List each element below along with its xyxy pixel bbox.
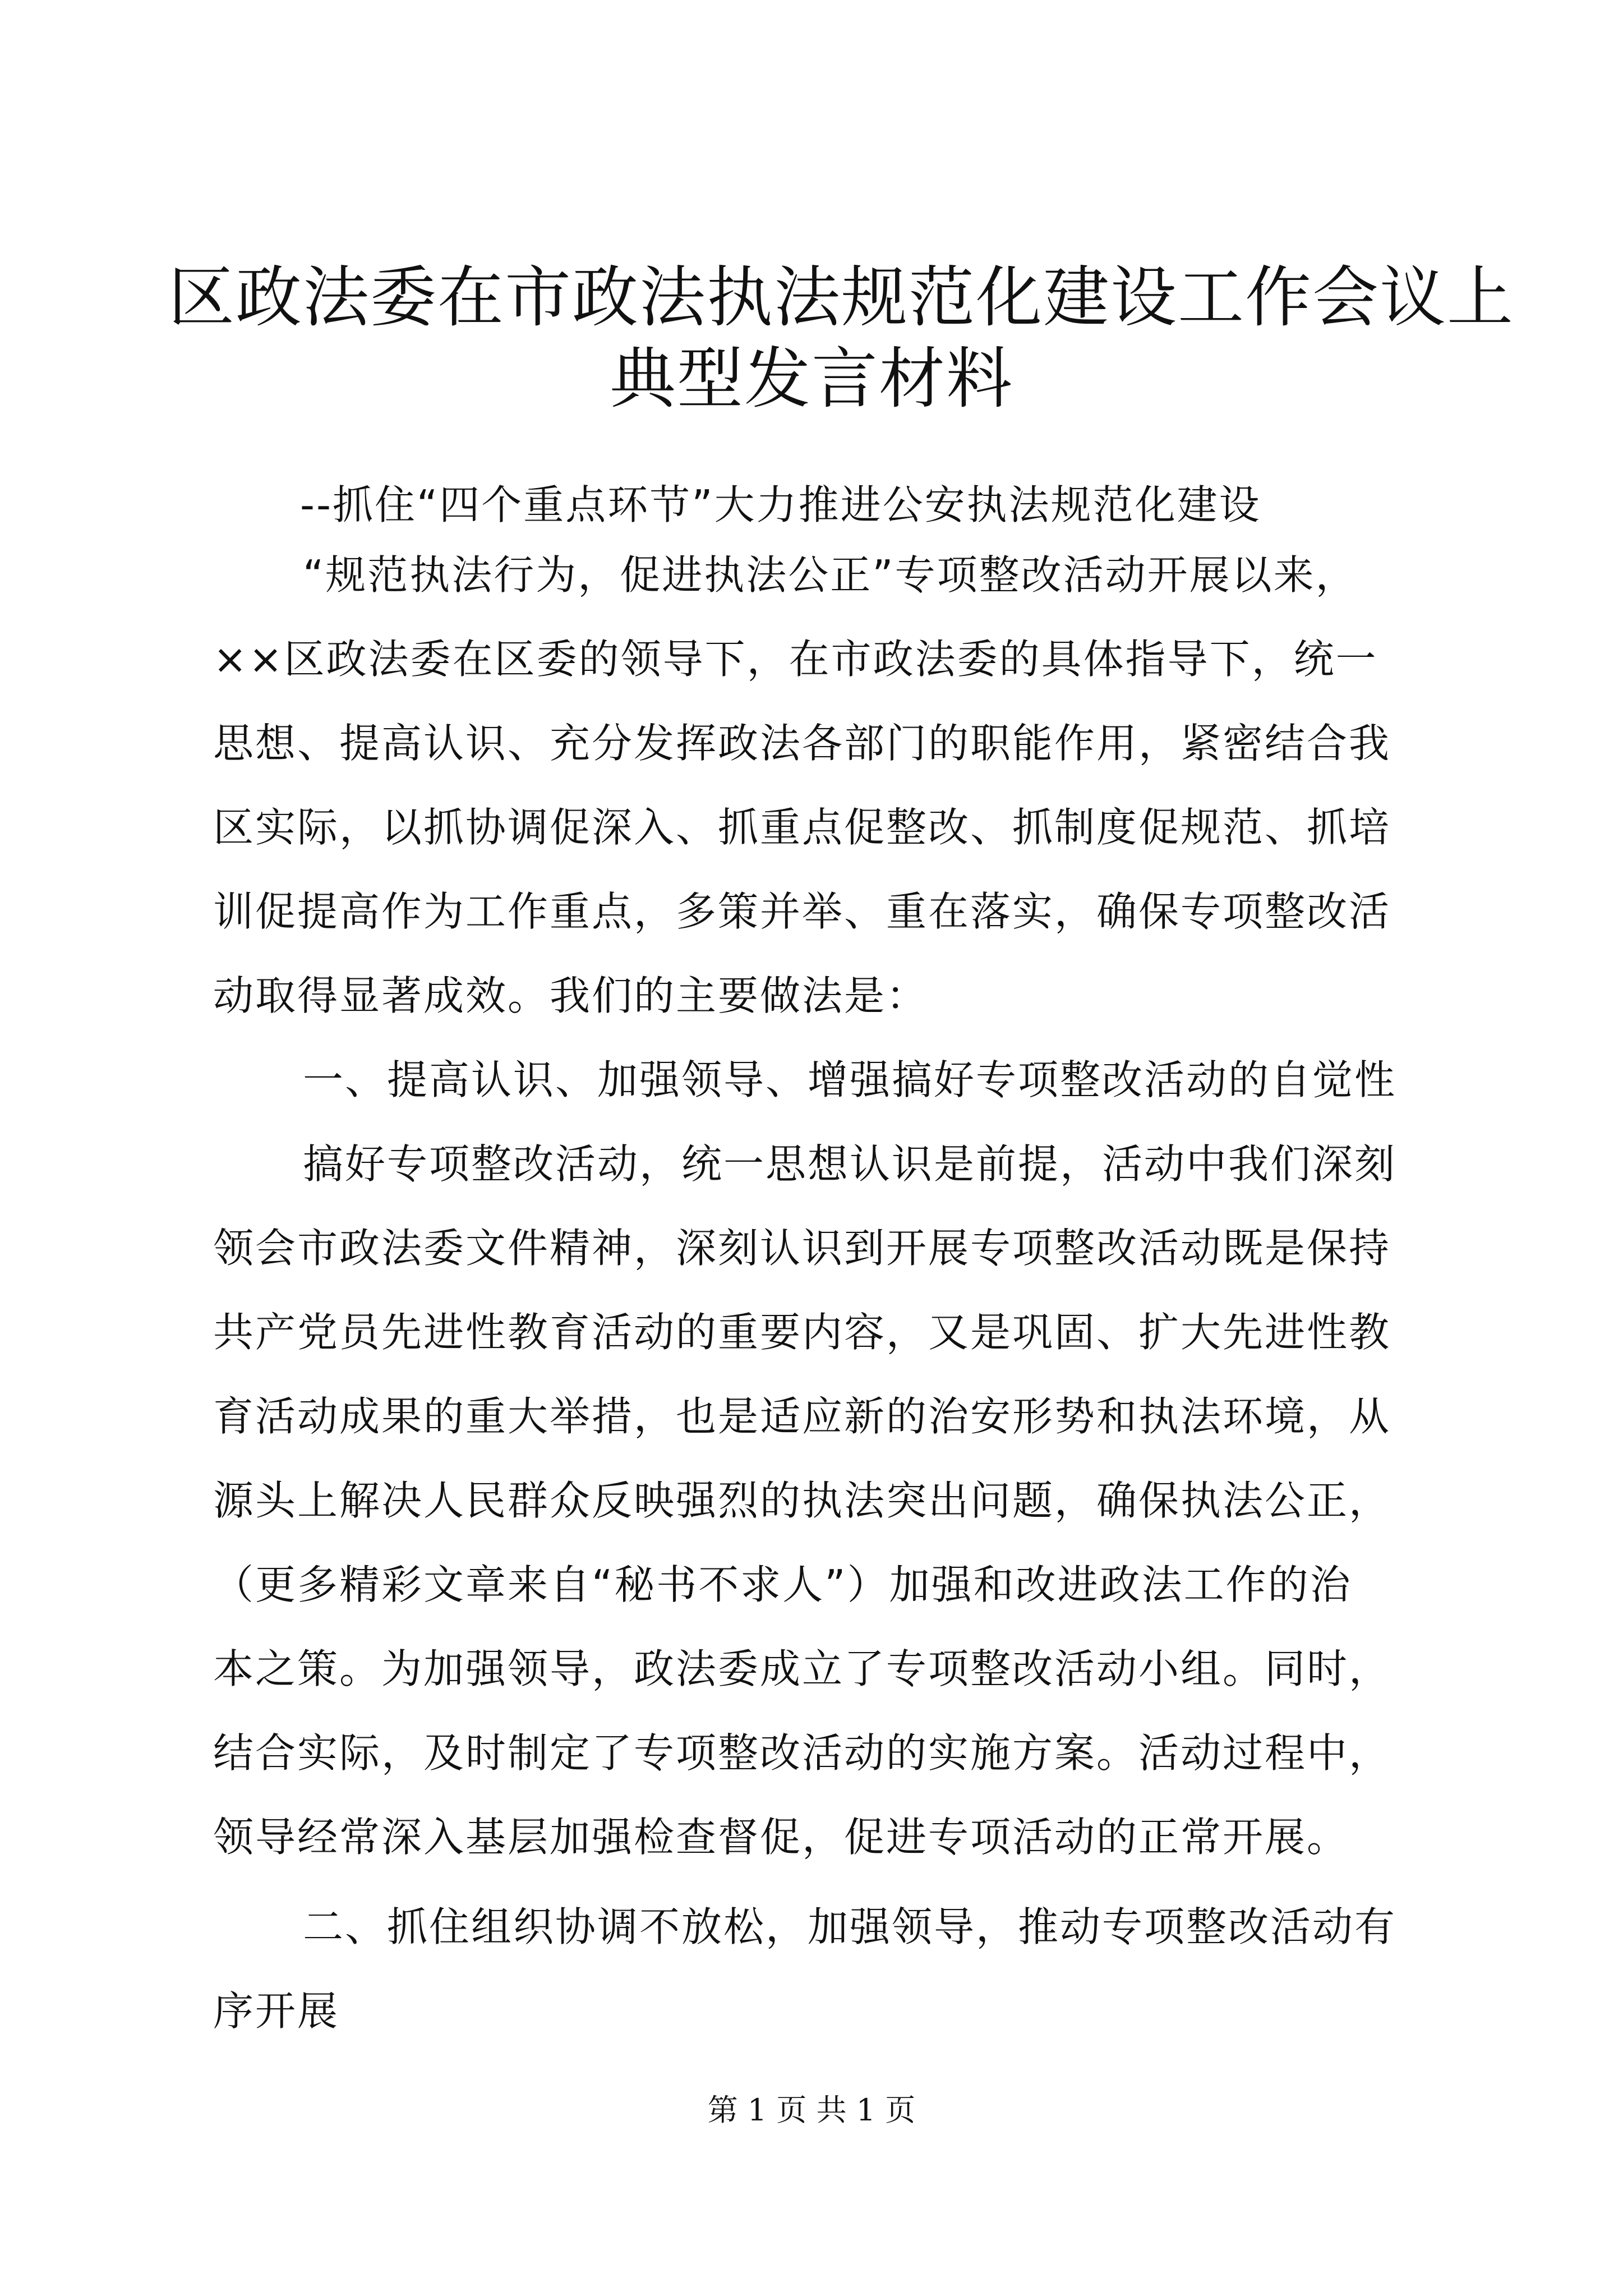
paragraph-line: （更多精彩文章来自“秘书不求人”）加强和改进政法工作的治 <box>213 1561 1352 1608</box>
page-footer: 第 1 页 共 1 页 <box>707 2092 916 2128</box>
paragraph-line: 本之策。为加强领导，政法委成立了专项整改活动小组。同时， <box>213 1645 1391 1692</box>
section-heading-continuation: 序开展 <box>213 1987 340 2035</box>
document-subtitle: --抓住“四个重点环节”大力推进公安执法规范化建设 <box>300 481 1261 528</box>
paragraph-line: 领导经常深入基层加强检查督促，促进专项活动的正常开展。 <box>213 1814 1349 1861</box>
section-heading: 二、抓住组织协调不放松，加强领导，推动专项整改活动有 <box>303 1903 1397 1950</box>
paragraph-line: “规范执法行为，促进执法公正”专项整改活动开展以来， <box>303 551 1358 599</box>
paragraph-line: 区实际，以抓协调促深入、抓重点促整改、抓制度促规范、抓培 <box>213 804 1391 851</box>
paragraph-line: 搞好专项整改活动，统一思想认识是前提，活动中我们深刻 <box>303 1140 1397 1188</box>
paragraph-line: 源头上解决人民群众反映强烈的执法突出问题，确保执法公正， <box>213 1477 1391 1524</box>
paragraph-line: 动取得显著成效。我们的主要做法是： <box>213 972 929 1019</box>
paragraph-line: 思想、提高认识、充分发挥政法各部门的职能作用，紧密结合我 <box>213 720 1391 767</box>
document-title-line-2: 典型发言材料 <box>609 340 1013 417</box>
paragraph-line: 领会市政法委文件精神，深刻认识到开展专项整改活动既是保持 <box>213 1225 1391 1272</box>
paragraph-line: ××区政法委在区委的领导下，在市政法委的具体指导下，统一 <box>213 636 1378 683</box>
paragraph-line: 结合实际，及时制定了专项整改活动的实施方案。活动过程中， <box>213 1729 1391 1777</box>
document-title-line-1: 区政法委在市政法执法规范化建设工作会议上 <box>168 259 1515 336</box>
section-heading: 一、提高认识、加强领导、增强搞好专项整改活动的自觉性 <box>303 1056 1397 1103</box>
paragraph-line: 共产党员先进性教育活动的重要内容，又是巩固、扩大先进性教 <box>213 1309 1391 1356</box>
paragraph-line: 训促提高作为工作重点，多策并举、重在落实，确保专项整改活 <box>213 888 1391 935</box>
paragraph-line: 育活动成果的重大举措，也是适应新的治安形势和执法环境，从 <box>213 1393 1391 1440</box>
